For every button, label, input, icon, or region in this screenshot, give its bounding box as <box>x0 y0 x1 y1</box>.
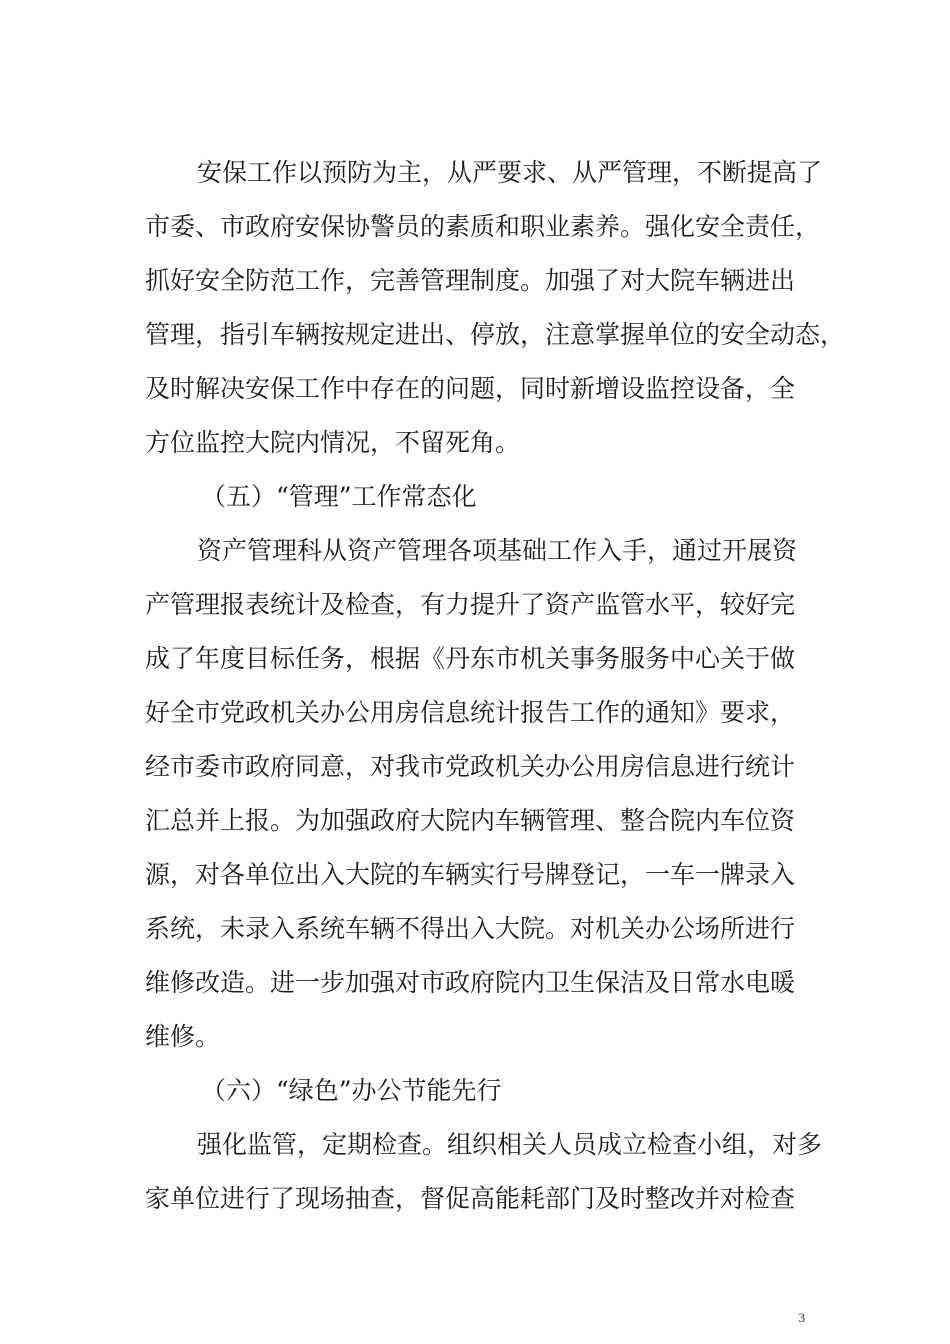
paragraph-line: 成了年度目标任务，根据《丹东市机关事务服务中心关于做 <box>145 644 796 673</box>
paragraph-line: 管理，指引车辆按规定进出、停放，注意掌握单位的安全动态， <box>145 320 846 349</box>
paragraph-line: 市委、市政府安保协警员的素质和职业素养。强化安全责任， <box>145 212 821 241</box>
paragraph-security <box>145 146 846 470</box>
paragraph-line: 资产管理科从资产管理各项基础工作入手，通过开展资 <box>197 536 798 565</box>
paragraph-line: 维修改造。进一步加强对市政府院内卫生保洁及日常水电暖 <box>145 968 796 997</box>
paragraph-line: 方位监控大院内情况，不留死角。 <box>145 428 521 457</box>
paragraph-line: 汇总并上报。为加强政府大院内车辆管理、整合院内车位资 <box>145 806 796 835</box>
section-heading-green-office: （六）“绿色”办公节能先行 <box>201 1076 502 1105</box>
paragraph-line: 经市委市政府同意，对我市党政机关办公用房信息进行统计 <box>145 752 796 781</box>
paragraph-line: 安保工作以预防为主，从严要求、从严管理，不断提高了 <box>197 158 823 187</box>
document-body <box>145 146 846 1226</box>
paragraph-line: 及时解决安保工作中存在的问题，同时新增设监控设备，全 <box>145 374 796 403</box>
paragraph-asset-management <box>145 524 813 1064</box>
paragraph-line: 抓好安全防范工作，完善管理制度。加强了对大院车辆进出 <box>145 266 796 295</box>
paragraph-line: 家单位进行了现场抽查，督促高能耗部门及时整改并对检查 <box>145 1184 796 1213</box>
paragraph-line: 维修。 <box>145 1022 221 1051</box>
paragraph-line: 系统，未录入系统车辆不得出入大院。对机关办公场所进行 <box>145 914 796 943</box>
paragraph-supervision <box>145 1118 823 1226</box>
page-number: 3 <box>798 1310 805 1325</box>
paragraph-line: 产管理报表统计及检查，有力提升了资产监管水平，较好完 <box>145 590 796 619</box>
paragraph-line: 好全市党政机关办公用房信息统计报告工作的通知》要求， <box>145 698 796 727</box>
paragraph-line: 源，对各单位出入大院的车辆实行号牌登记，一车一牌录入 <box>145 860 796 889</box>
paragraph-line: 强化监管，定期检查。组织相关人员成立检查小组，对多 <box>197 1130 823 1159</box>
section-heading-management: （五）“管理”工作常态化 <box>201 482 477 511</box>
